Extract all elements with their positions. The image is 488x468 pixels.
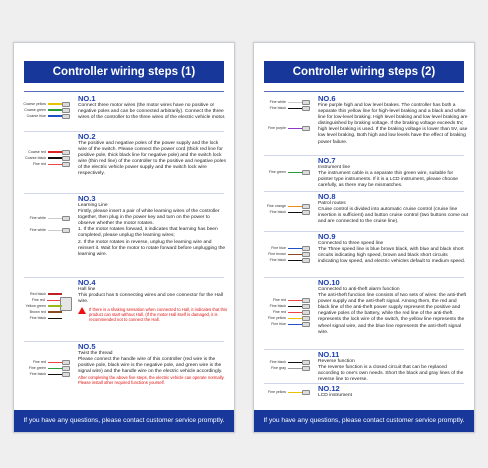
no11-reverse-diagram (258, 359, 312, 371)
step-no12 (254, 385, 474, 409)
no2-wire-diagram (18, 149, 72, 167)
wire-reverse-fine-gray: Fine gray (258, 365, 312, 371)
no3-text: Firstly, please insert a pair of white learning wires of the controller together, then plug in the power key and turn on the power to observe whether the motor rotates. (78, 209, 220, 227)
wire-instrument-fine-green: Fine green (258, 169, 312, 175)
wire-speed-fine-black: Fine black (258, 257, 312, 263)
no12-subtitle: LCD instrument (318, 393, 352, 398)
wire-yellow-green: Yellow green (18, 303, 72, 309)
no7-instrument-diagram (258, 169, 312, 175)
wire-handle-fine-black: Fine black (18, 371, 72, 377)
no6-brake-diagram (258, 99, 312, 131)
no5-subtitle: Twist the thread (78, 351, 113, 356)
wire-fine-white-1: Fine white (18, 215, 72, 221)
no12-heading: NO.12 (318, 384, 340, 393)
no6-heading: NO.6 (318, 94, 336, 103)
no11-heading: NO.11 (318, 350, 340, 359)
no3-wire-diagram (18, 215, 72, 233)
no12-lcd-diagram (258, 389, 312, 395)
no5-note-2: Please install other required functions yourself. (78, 380, 165, 386)
wire-hall-fine-black: Fine black (18, 315, 72, 321)
no4-hall-diagram (18, 291, 72, 321)
wire-alarm-fine-black: Fine black (258, 303, 312, 309)
no10-heading: NO.10 (318, 278, 340, 287)
no5-heading: NO.5 (78, 342, 96, 351)
no8-text: Cruise control is divided into automatic cruise control (cruise line insertion is sufficient) and button cruise control (two buttons come out and are connected to the cruise line). (318, 207, 468, 225)
warning-icon (78, 307, 86, 314)
wire-brown-red: Brown red (18, 309, 72, 315)
no2-text: The positive and negative poles of the power supply and the lock wire of the switch. Please connect the power cord (thick red line for positive pole, thick black line for negative pole) and the switch lock wire (thin red line) of the controller to the positive and negative poles of the electric vehicle power supply and the switch lock wire respectively. (78, 141, 226, 177)
step-no5 (14, 343, 234, 405)
no9-heading: NO.9 (318, 232, 336, 241)
no8-heading: NO.8 (318, 192, 336, 201)
wire-handle-fine-green: Fine green (18, 365, 72, 371)
wire-reverse-fine-black: Fine black (258, 359, 312, 365)
no3-heading: NO.3 (78, 194, 96, 203)
wire-cruise-fine-orange: Fine orange (258, 203, 312, 209)
no10-antitheft-diagram (258, 297, 312, 327)
wiring-sheet-1 (13, 42, 235, 433)
wire-coarse-yellow: Coarse yellow (18, 101, 72, 107)
step-no9 (254, 233, 474, 275)
wire-brake-fine-white: Fine white (258, 99, 312, 105)
wire-coarse-green: Coarse green (18, 107, 72, 113)
wire-coarse-red: Coarse red (18, 149, 72, 155)
wire-speed-fine-blue: Fine blue (258, 245, 312, 251)
no10-subtitle: Connected to anti-theft alarm function (318, 287, 400, 292)
no4-text: This product has 5 connecting wires and one connector for the Hall wire. (78, 293, 223, 305)
wire-alarm-fine-blue: Fine blue (258, 321, 312, 327)
no5-handle-diagram (18, 359, 72, 377)
no7-heading: NO.7 (318, 156, 336, 165)
no1-wire-diagram (18, 101, 72, 119)
no4-warning (78, 307, 228, 322)
no1-text: Connect three motor wires (the motor wires have no positive or negative poles and can be connected arbitrarily). Connect the three wires of the controller to the three wires of the electric vehicle motor. (78, 103, 226, 121)
step-no10 (254, 279, 474, 347)
step-no6 (254, 95, 474, 153)
wire-brake-fine-black: Fine black (258, 105, 312, 111)
no4-warning-text: If there is a shaking sensation when connected to Hall, it indicates that this product can start without Hall. (If the motor Hall itself is damaged, it is recommended not to connect the Hall. (89, 307, 228, 323)
step-no8 (254, 193, 474, 229)
wire-handle-fine-red: Fine red (18, 359, 72, 365)
no10-text: The anti-theft function line consists of two sets of wires: the anti-theft power supply and the anti-theft signal. Among them, the red and black line of the anti-theft power supply represent the positive and negative poles of the battery, while the red line of the anti-theft represents the lock wire of the switch, the yellow line represents the wheel signal wire, and the blue line represents the anti-theft signal wire. (318, 293, 467, 335)
wiring-sheet-2 (253, 42, 475, 433)
no5-text: Please connect the handle wire of this controller (red wire is the positive pole, black wire is the negative pole, and green wire is the signal wire) and the handle wire on the electric vehicle accordingly. (78, 357, 223, 375)
no3-step-1: 1. If the motor rotates forward, it indicates that learning has been completed, please unplug the learning wires; (78, 227, 218, 239)
no7-text: The instrument cable is a separate thin green wire, suitable for pointer type instruments. If it is a LCD instrument, please choose carefully, as there may be mismatches. (318, 171, 458, 189)
sheet-1-title: Controller wiring steps (1) (24, 61, 224, 83)
no9-speed-diagram (258, 245, 312, 263)
no9-subtitle: Connected to three speed line (318, 241, 384, 246)
no3-step-2: 2. If the motor rotates in reverse, unplug the learning wire and reinsert it. Wait for the motor to rotate forward before unplugging the learning wire. (78, 239, 226, 257)
wire-red-black: Red black (18, 291, 72, 297)
no2-heading: NO.2 (78, 132, 96, 141)
sheet-2-footer: If you have any questions, please contact customer service promptly. (254, 410, 474, 432)
step-no2 (14, 133, 234, 191)
sheet-2-title: Controller wiring steps (2) (264, 61, 464, 83)
no11-subtitle: Reverse function (318, 359, 355, 364)
wire-lcd-fine-yellow: Fine yellow (258, 389, 312, 395)
wire-alarm-fine-yellow: Fine yellow (258, 315, 312, 321)
title-divider (264, 91, 464, 92)
step-no3 (14, 195, 234, 277)
step-no4 (14, 279, 234, 339)
wire-hall-fine-red: Fine red (18, 297, 72, 303)
wire-cruise-fine-black: Fine black (258, 209, 312, 215)
no9-text: The Three speed line is blue brown black, with blue and black short circuits indicating high speed, brown and black short circuits indicating low speed, and electric vehicles default to medium speed. (318, 247, 466, 265)
no8-subtitle: Patrol routes (318, 201, 346, 206)
no3-subtitle: Learning Line (78, 203, 108, 208)
sheet-1-footer: If you have any questions, please contact customer service promptly. (14, 410, 234, 432)
wire-speed-fine-brown: Fine brown (258, 251, 312, 257)
title-divider (24, 91, 224, 92)
no7-subtitle: Instrument line (318, 165, 351, 170)
no4-subtitle: Hall line (78, 287, 96, 292)
no8-cruise-diagram (258, 203, 312, 215)
step-no7 (254, 157, 474, 189)
no6-text: Fine purple high and low level brakes. The controller has both a separate thin yellow line for high-level braking and a black and white line for low-level braking. High level braking and low level braking are distinguished by braking voltage. If the braking voltage exceeds 5V, high level braking is used. If the braking voltage is lower than 5V, use low level braking. Both high and low levels have the effect of braking power failure. (318, 103, 468, 145)
no11-text: The reverse function is a closed circuit that can be replaced according to one's own needs. Short the black and gray lines of the reverse line to reverse. (318, 365, 464, 383)
no1-heading: NO.1 (78, 94, 96, 103)
wire-coarse-blue: Coarse blue (18, 113, 72, 119)
no5-note-1: After completing the above five steps, the electric vehicle can operate normally. (78, 375, 225, 381)
wire-fine-white-2: Fine white (18, 227, 72, 233)
wire-alarm-fine-red-2: Fine red (258, 309, 312, 315)
wire-fine-red: Fine red (18, 161, 72, 167)
no4-heading: NO.4 (78, 278, 96, 287)
step-no1 (14, 95, 234, 129)
wire-alarm-fine-red-1: Fine red (258, 297, 312, 303)
step-no11 (254, 351, 474, 381)
wire-coarse-black: Coarse black (18, 155, 72, 161)
wire-brake-fine-purple: Fine purple (258, 125, 312, 131)
